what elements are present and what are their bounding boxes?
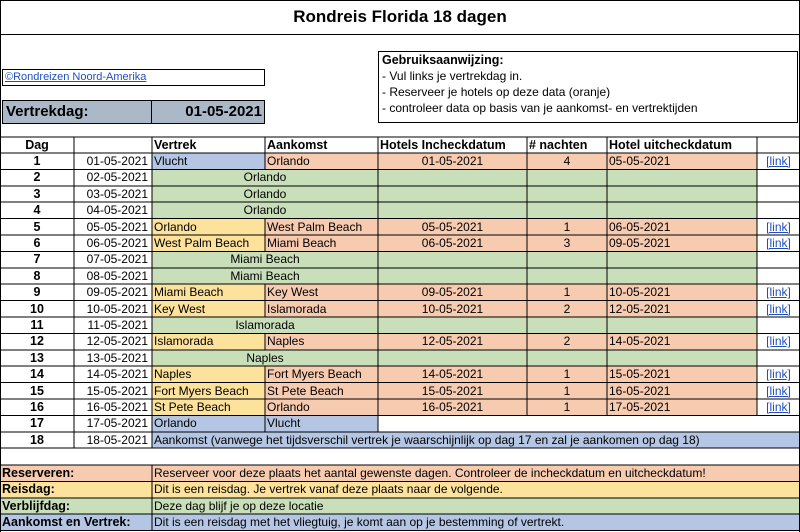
instruction-line: - controleer data op basis van je aankomst- en vertrektijden	[382, 101, 698, 115]
day-number: 4	[33, 203, 41, 218]
booking-link[interactable]: [link]	[766, 383, 791, 398]
stay-place-cell: Miami Beach	[152, 251, 378, 267]
vertrek-cell: Vlucht	[152, 153, 265, 169]
stay-fill	[378, 251, 757, 267]
day-number: 13	[30, 350, 44, 365]
nights-cell: 4	[527, 153, 607, 169]
legend-text: Reserveer voor deze plaats het aantal gewenste dagen. Controleer de incheckdatum en uitcheckdatum!	[152, 465, 800, 481]
day-number: 15	[30, 383, 44, 398]
stay-place-cell: Orlando	[152, 202, 378, 218]
legend-text: Deze dag blijf je op deze locatie	[152, 498, 800, 514]
aankomst-cell: Orlando	[265, 399, 378, 415]
vertrek-cell: Naples	[152, 366, 265, 382]
legend-label: Reserveren:	[0, 465, 152, 481]
vertrekdag-label: Vertrekdag:	[6, 103, 89, 120]
day-number: 7	[33, 252, 41, 267]
checkout-cell: 05-05-2021	[607, 153, 757, 169]
checkout-cell: 09-05-2021	[607, 235, 757, 251]
legend-text: Dit is een reisdag. Je vertrek vanaf deze plaats naar de volgende.	[152, 481, 800, 497]
column-header-checkout: Hotel uitcheckdatum	[609, 138, 732, 152]
date-cell: 09-05-2021	[86, 285, 148, 300]
date-cell: 11-05-2021	[87, 318, 148, 332]
aankomst-cell: Islamorada	[265, 301, 378, 317]
date-cell: 04-05-2021	[86, 203, 148, 218]
aankomst-cell: St Pete Beach	[265, 383, 378, 399]
column-header-dag: Dag	[25, 138, 49, 152]
day-number: 1	[33, 154, 41, 168]
instructions-heading: Gebruiksaanwijzing:	[382, 53, 504, 67]
stay-place-cell: Naples	[152, 350, 378, 366]
day-number: 12	[30, 334, 44, 349]
date-cell: 12-05-2021	[86, 334, 148, 349]
date-cell: 03-05-2021	[86, 186, 148, 201]
vertrek-cell: Orlando	[152, 219, 265, 235]
day-number: 3	[33, 186, 41, 201]
vertrek-cell: Fort Myers Beach	[152, 383, 265, 399]
vertrek-cell: Orlando	[152, 415, 265, 431]
checkin-cell: 05-05-2021	[378, 219, 527, 235]
aankomst-cell: Miami Beach	[265, 235, 378, 251]
day-number: 2	[33, 170, 41, 185]
checkin-cell: 12-05-2021	[378, 333, 527, 349]
date-cell: 13-05-2021	[86, 350, 148, 365]
stay-fill	[378, 268, 757, 284]
booking-link[interactable]: [link]	[766, 236, 791, 250]
legend-text: Dit is een reisdag met het vliegtuig, je komt aan op je bestemming of vertrekt.	[152, 514, 800, 530]
date-cell: 10-05-2021	[86, 301, 148, 316]
booking-link[interactable]: [link]	[766, 400, 791, 414]
checkout-cell: 06-05-2021	[607, 219, 757, 235]
legend-label: Aankomst en Vertrek:	[0, 514, 152, 530]
day-number: 17	[30, 416, 44, 431]
day-number: 10	[30, 301, 44, 316]
booking-link[interactable]: [link]	[766, 285, 791, 300]
booking-link[interactable]: [link]	[766, 367, 791, 382]
nights-cell: 1	[527, 383, 607, 399]
checkout-cell: 15-05-2021	[607, 366, 757, 382]
date-cell: 16-05-2021	[86, 400, 148, 414]
instructions-box	[378, 51, 798, 123]
arrival-note: Aankomst (vanwege het tijdsverschil vertrek je waarschijnlijk op dag 17 en zal je aankomen op dag 18)	[152, 432, 800, 448]
checkin-cell: 14-05-2021	[378, 366, 527, 382]
date-cell: 06-05-2021	[86, 236, 148, 250]
day-number: 18	[30, 432, 44, 447]
checkout-cell: 10-05-2021	[607, 284, 757, 300]
vertrekdag-input[interactable]: 01-05-2021	[151, 101, 266, 123]
stay-place-cell: Orlando	[152, 186, 378, 202]
stay-fill	[378, 317, 757, 333]
day-number: 9	[33, 285, 41, 300]
column-header-aankomst: Aankomst	[267, 138, 328, 152]
aankomst-cell: Vlucht	[265, 415, 378, 431]
stay-place-cell: Miami Beach	[152, 268, 378, 284]
vertrek-cell: Key West	[152, 301, 265, 317]
vertrek-cell: Miami Beach	[152, 284, 265, 300]
day-number: 14	[30, 367, 44, 382]
stay-place-cell: Islamorada	[152, 317, 378, 333]
aankomst-cell: Orlando	[265, 153, 378, 169]
copyright-link[interactable]: ©Rondreizen Noord-Amerika	[2, 69, 265, 86]
nights-cell: 1	[527, 399, 607, 415]
stay-fill	[378, 350, 757, 366]
aankomst-cell: Naples	[265, 333, 378, 349]
day-number: 11	[30, 318, 44, 332]
vertrek-cell: Islamorada	[152, 333, 265, 349]
nights-cell: 1	[527, 366, 607, 382]
nights-cell: 1	[527, 284, 607, 300]
day-number: 6	[33, 236, 41, 250]
nights-cell: 1	[527, 219, 607, 235]
date-cell: 02-05-2021	[86, 170, 148, 185]
column-header-checkin: Hotels Incheckdatum	[380, 138, 506, 152]
day-number: 8	[33, 268, 41, 283]
vertrek-cell: West Palm Beach	[152, 235, 265, 251]
stay-fill	[378, 169, 757, 185]
vertrek-cell: St Pete Beach	[152, 399, 265, 415]
legend-label: Verblijfdag:	[0, 498, 152, 514]
legend-label: Reisdag:	[0, 481, 152, 497]
stay-fill	[378, 186, 757, 202]
day-number: 16	[30, 400, 44, 414]
date-cell: 18-05-2021	[86, 432, 148, 447]
checkin-cell: 06-05-2021	[378, 235, 527, 251]
aankomst-cell: West Palm Beach	[265, 219, 378, 235]
booking-link[interactable]: [link]	[766, 301, 791, 316]
nights-cell: 2	[527, 333, 607, 349]
checkin-cell: 16-05-2021	[378, 399, 527, 415]
date-cell: 14-05-2021	[86, 367, 148, 382]
sheet-title: Rondreis Florida 18 dagen	[0, 0, 800, 35]
booking-link[interactable]: [link]	[766, 219, 791, 234]
nights-cell: 2	[527, 301, 607, 317]
date-cell: 17-05-2021	[86, 416, 148, 431]
column-header-nachten: # nachten	[529, 138, 588, 152]
column-header-vertrek: Vertrek	[154, 138, 197, 152]
instruction-line: - Vul links je vertrekdag in.	[382, 69, 523, 83]
checkout-cell: 12-05-2021	[607, 301, 757, 317]
checkout-cell: 16-05-2021	[607, 383, 757, 399]
checkin-cell: 01-05-2021	[378, 153, 527, 169]
checkout-cell: 17-05-2021	[607, 399, 757, 415]
aankomst-cell: Fort Myers Beach	[265, 366, 378, 382]
checkin-cell: 10-05-2021	[378, 301, 527, 317]
date-cell: 01-05-2021	[86, 154, 148, 168]
nights-cell: 3	[527, 235, 607, 251]
day-number: 5	[33, 219, 41, 234]
date-cell: 15-05-2021	[86, 383, 148, 398]
date-cell: 07-05-2021	[86, 252, 148, 267]
booking-link[interactable]: [link]	[766, 334, 791, 349]
checkout-cell: 14-05-2021	[607, 333, 757, 349]
date-cell: 08-05-2021	[86, 268, 148, 283]
booking-link[interactable]: [link]	[766, 154, 791, 168]
aankomst-cell: Key West	[265, 284, 378, 300]
checkin-cell: 09-05-2021	[378, 284, 527, 300]
instruction-line: - Reserveer je hotels op deze data (oranje)	[382, 85, 611, 99]
vertrekdag-box	[2, 100, 265, 124]
stay-place-cell: Orlando	[152, 169, 378, 185]
checkin-cell: 15-05-2021	[378, 383, 527, 399]
date-cell: 05-05-2021	[86, 219, 148, 234]
stay-fill	[378, 202, 757, 218]
